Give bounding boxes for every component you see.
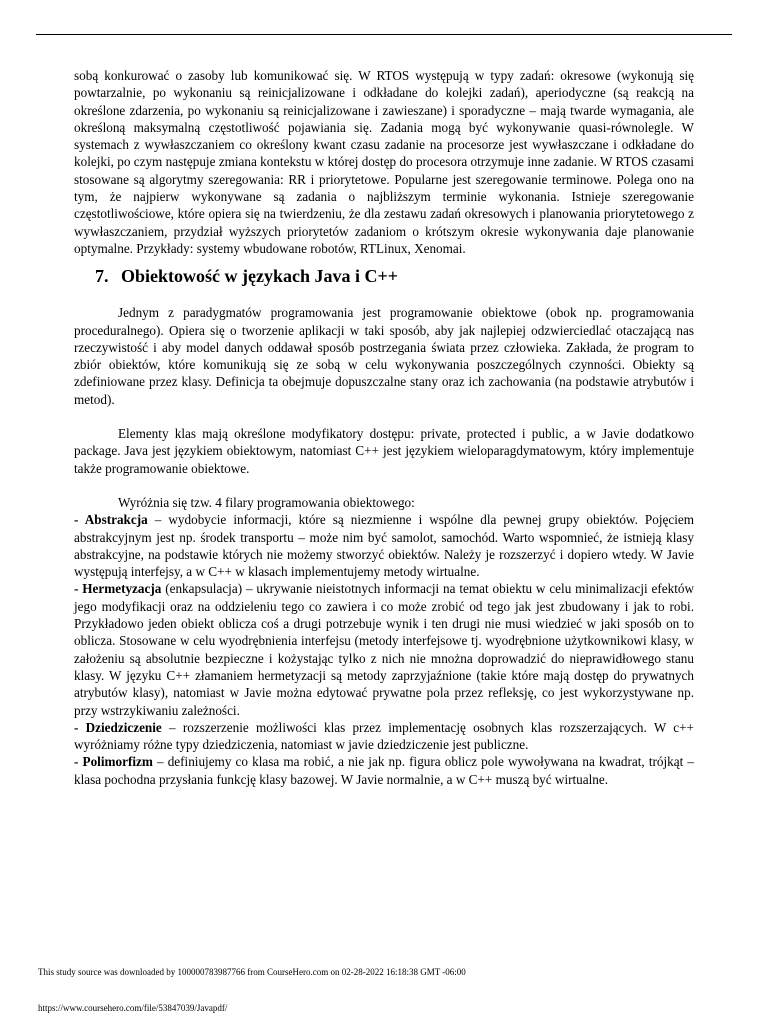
pillar-term: Polimorfizm	[82, 754, 153, 770]
source-url[interactable]: https://www.coursehero.com/file/53847039/Javapdf/	[38, 1003, 228, 1013]
download-note: This study source was downloaded by 100000783987766 from CourseHero.com on 02-28-2022 16:18:38 GMT -06:00	[38, 967, 466, 977]
paragraph-access-modifiers: Elementy klas mają określone modyfikatory dostępu: private, protected i public, a w Javie dodatkowo package. Java jest językiem obiektowym, natomiast C++ jest językiem wieloparagdymatowym, który implementuje także programowanie obiektowe.	[74, 426, 694, 476]
pillar-encapsulation: - Hermetyzacja (enkapsulacja) – ukrywanie nieistotnych informacji na temat obiektu w celu minimalizacji efektów jego modyfikacji oraz na oddzieleniu tego co zawiera i co może zrobić od tego jak jest zbudowany i jak to robi. Przykładowo jeden obiekt oblicza coś a drugi potrzebuje wynik i ten drugi nie musi wiedzieć w jaki sposób on to oblicza. Stosowane w celu wyodrębnienia interfejsu (metody interfejsowe tj. wyodrębnione użytkownikowi klasy, w założeniu są absolutnie bezpieczne i kożystając tylko z nich nie mnożna doprowadzić do nieprawidłowego stanu klasy. W języku C++ złamaniem hermetyzacji są metody zaprzyjaźnione (takie które mają dostęp do prywatnych atrybutów klasy), natomiast w Javie można edytować prywatne pola przez refleksję, co jest wykorzystywane np. przy wstrzykiwaniu zależności.	[74, 581, 694, 718]
pillar-inheritance: - Dziedziczenie – rozszerzenie możliwości klas przez implementację osobnych klas rozszerzających. W c++ wyróżniamy różne typy dziedziczenia, natomiast w javie dziedziczenie jest publiczne.	[74, 719, 694, 753]
pillar-term: Dziedziczenie	[85, 719, 162, 735]
pillar-term: Hermetyzacja	[82, 581, 162, 597]
pillar-polymorphism: - Polimorfizm – definiujemy co klasa ma robić, a nie jak np. figura oblicz pole wywoływana na kwadrat, trójkąt – klasa pochodna przysłania funkcję klasy bazowej. W Javie normalnie, a w C++ muszą być wirtualne.	[74, 754, 694, 787]
pillar-term: Abstrakcja	[84, 512, 148, 528]
document-body	[74, 67, 694, 788]
section-title: Obiektowość w językach Java i C++	[121, 266, 398, 287]
section-heading	[74, 265, 694, 287]
section-number: 7.	[95, 266, 109, 287]
pillar-abstraction: - Abstrakcja – wydobycie informacji, które są niezmienne i wspólne dla pewnej grupy obiektów. Pojęciem abstrakcyjnym jest np. środek transportu – może nim być samolot, samochód. Warto wspomnieć, że istnieją klasy abstrakcyjne, na podstawie których nie możemy stworzyć obiektów. Należy je rozszerzyć i dopiero wtedy. W Javie występują interfejsy, a w C++ w klasach implementujemy metody wirtualne.	[74, 512, 694, 580]
paragraph-oop-intro: Jednym z paradygmatów programowania jest programowanie obiektowe (obok np. programowania proceduralnego). Opiera się o tworzenie aplikacji w taki sposób, aby jak najlepiej odzwierciedlać otaczającą nas rzeczywistość i aby model danych oddawał sposób postrzegania świata przez człowieka. Zakłada, że program to zbiór obiektów, które komunikują się ze sobą w celu wykonywania poszczególnych czynności. Obiekty są zdefiniowane przez klasy. Definicja ta obejmuje dopuszczalne stany oraz ich zachowania (na podstawie atrybutów i metod).	[74, 305, 694, 407]
pillars-intro: Wyróżnia się tzw. 4 filary programowania obiektowego:	[118, 494, 415, 510]
header-rule	[36, 34, 732, 35]
paragraph-rtos: sobą konkurować o zasoby lub komunikować się. W RTOS występują w typy zadań: okresowe (wykonują się powtarzalnie, po wykonaniu są reinicjalizowane i odkładane do kolejki zadań), aperiodyczne (są reakcją na określone zdarzenia, po wykonaniu są reinicjalizowane i zawieszane) i sporadyczne – mają twarde wymagania, ale określoną maksymalną częstotliwość pojawiania się. Zadania mogą być wykonywanie quasi-równolegle. W systemach z wywłaszczaniem co określony kwant czasu zadanie na procesorze jest wywłaszczane i odkładane do kolejki, po czym następuje zmiana kontekstu w której dostęp do procesora otrzymuje inne zadanie. W RTOS czasami stosowane są algorytmy szeregowania: RR i priorytetowe. Popularne jest szeregowanie terminowe. Polega ono na tym, że najpierw wykonywane są zadania o najbliższym terminie wykonania. Istnieje szeregowanie częstotliwościowe, które opiera się na twierdzeniu, że dla zestawu zadań okresowych i planowania priorytetowego z wywłaszczaniem, przydział wyższych priorytetów zadaniom o krótszym okresie wykonywania daje planowanie optymalne. Przykłady: systemy wbudowane robotów, RTLinux, Xenomai.	[74, 68, 694, 256]
